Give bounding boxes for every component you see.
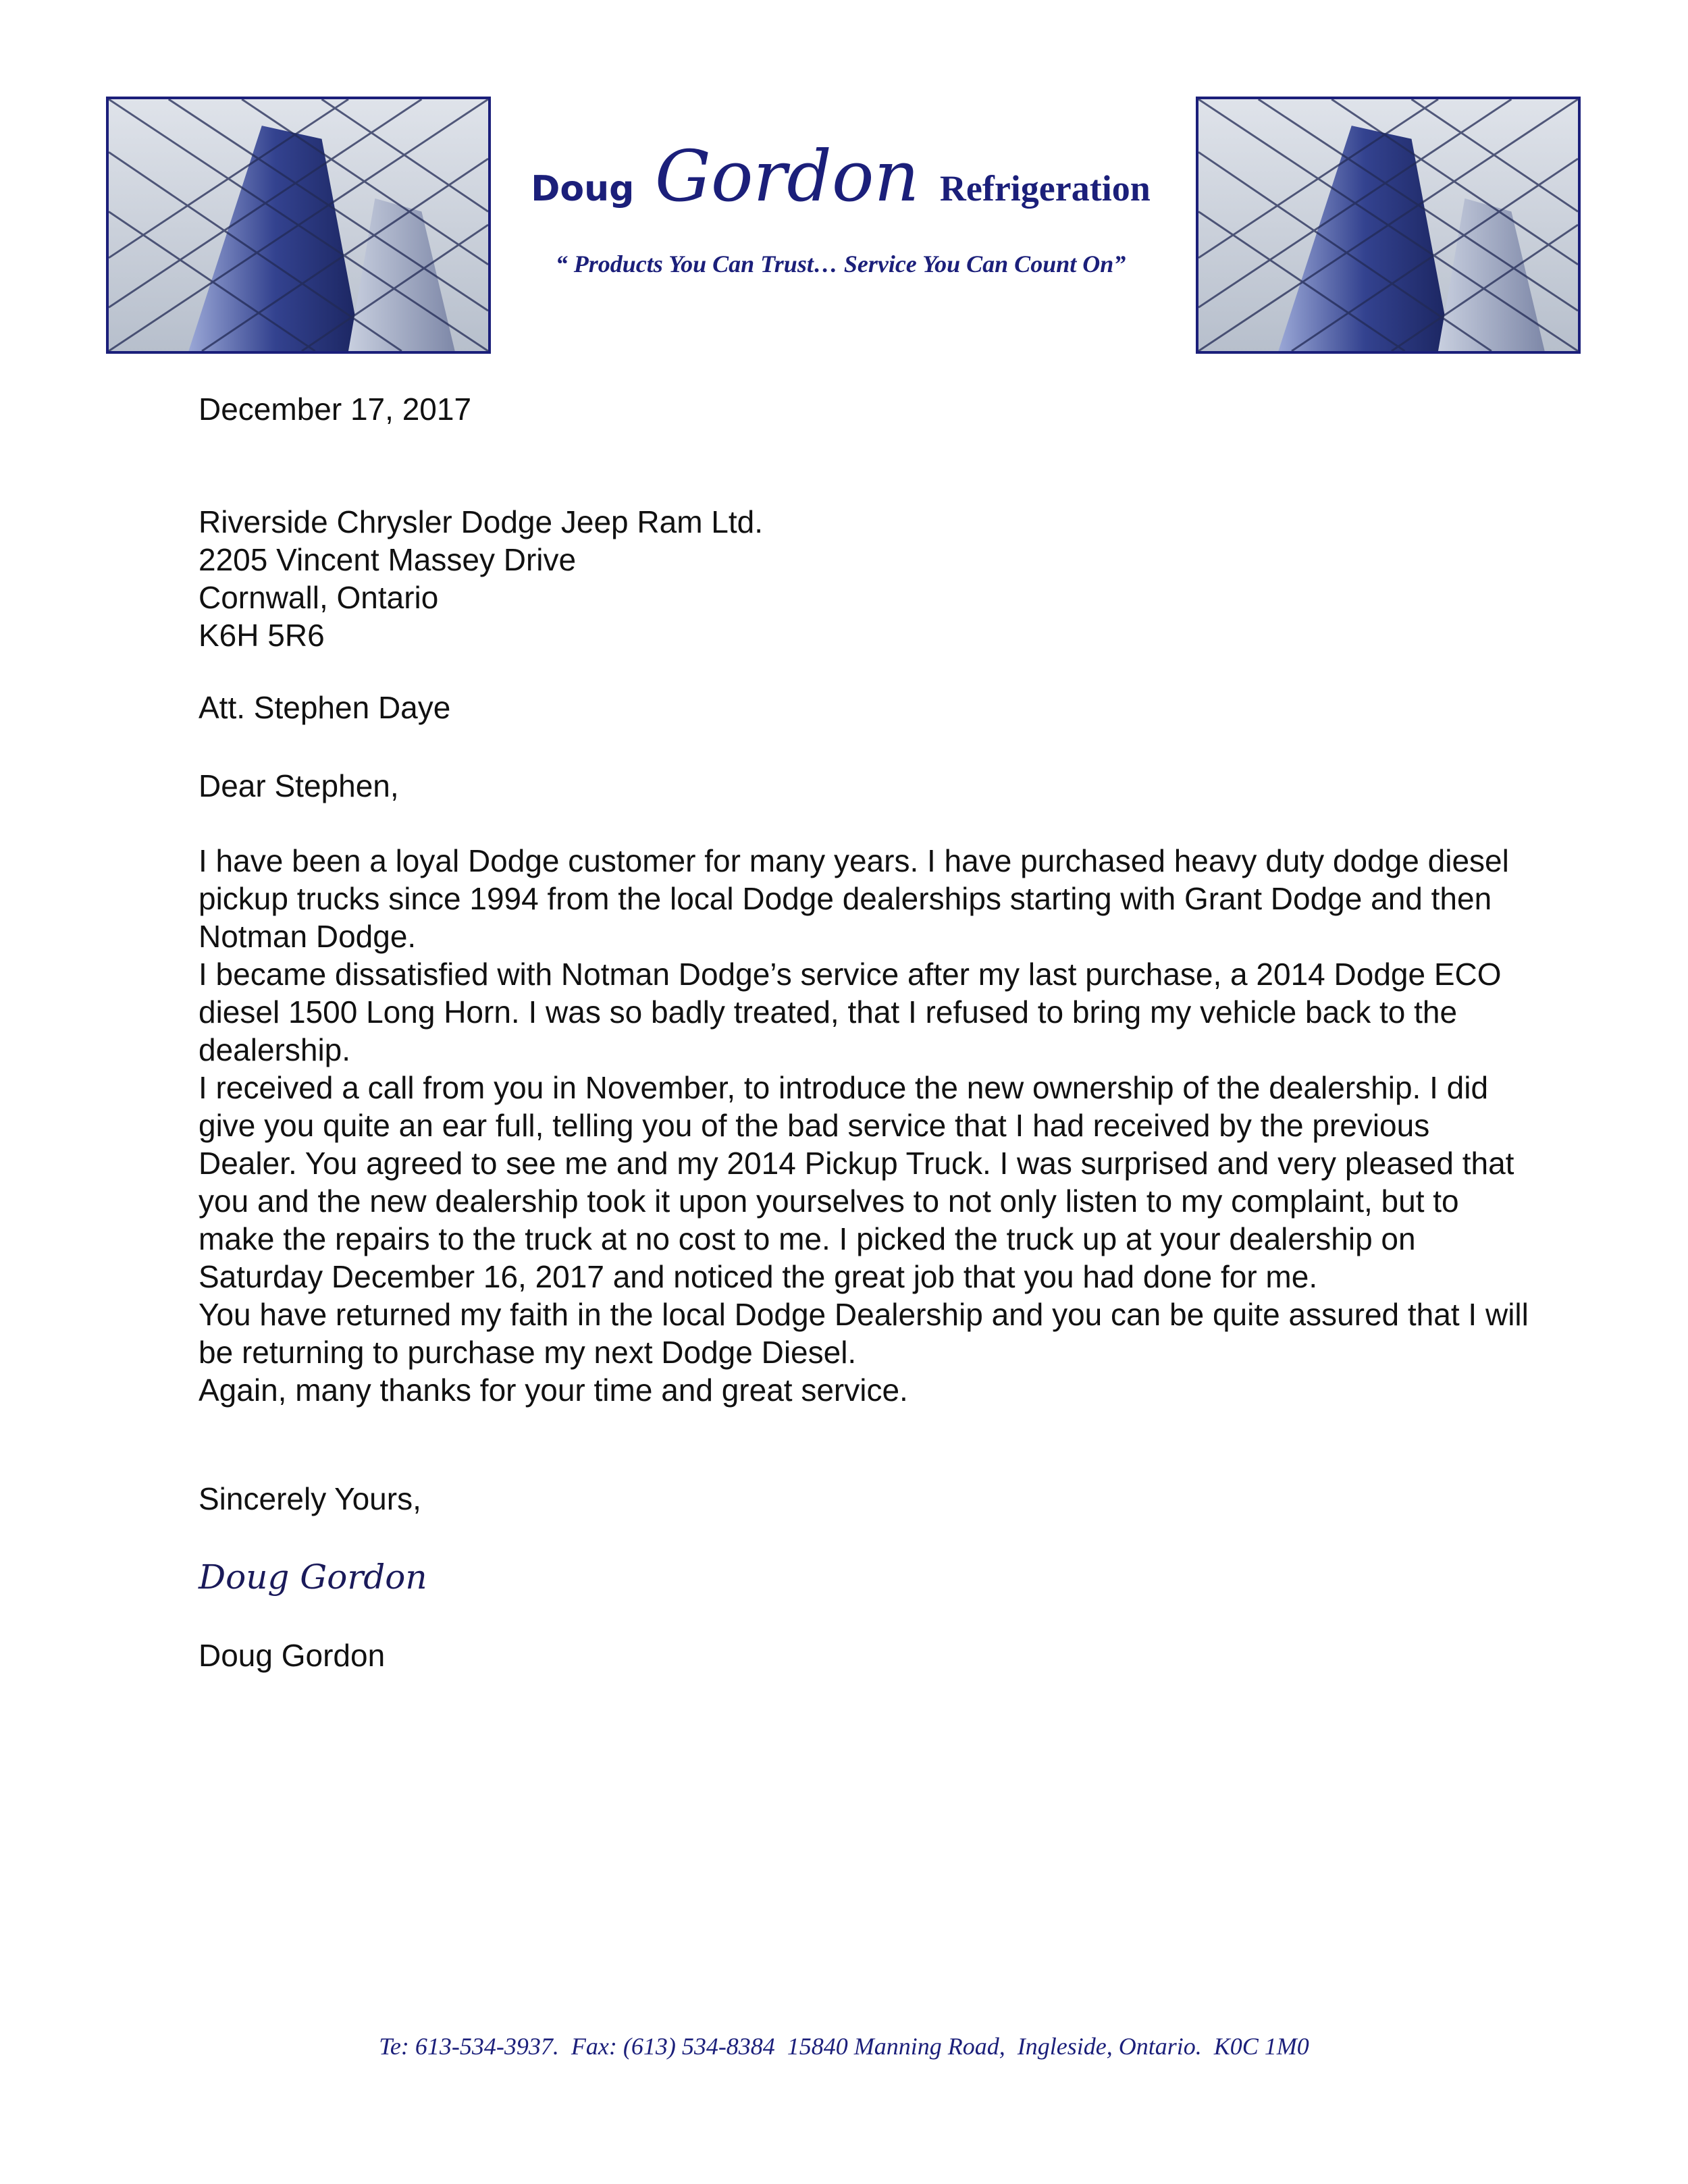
closing: Sincerely Yours, (199, 1481, 421, 1516)
skyscraper-illustration (109, 99, 488, 351)
signer-name: Doug Gordon (199, 1638, 386, 1673)
recipient-company: Riverside Chrysler Dodge Jeep Ram Ltd. (199, 504, 764, 539)
body-paragraph: Again, many thanks for your time and great service. (199, 1373, 908, 1408)
body-paragraph: You have returned my faith in the local Dodge Dealership and you can be quite assured that I will be returning to purchase my next Dodge Diesel. (199, 1297, 1529, 1370)
company-tagline: “ Products You Can Trust… Service You Can Count On” (555, 250, 1126, 277)
company-name (500, 135, 1182, 217)
salutation: Dear Stephen, (199, 768, 399, 803)
body-paragraph: I became dissatisfied with Notman Dodge’s service after my last purchase, a 2014 Dodge ECO diesel 1500 Long Horn. I was so badly treated, that I refused to bring my vehicle back to the dealership. (199, 957, 1502, 1067)
recipient-postal-code: K6H 5R6 (199, 618, 325, 653)
body-paragraph: I have been a loyal Dodge customer for many years. I have purchased heavy duty dodge diesel pickup trucks since 1994 from the local Dodge dealerships starting with Grant Dodge and then Notman Dodge. (199, 843, 1509, 954)
letter-date: December 17, 2017 (199, 392, 472, 427)
company-name-first: Doug (531, 169, 635, 209)
logo-image-left (106, 97, 491, 354)
recipient-address (199, 503, 1535, 654)
company-name-last: Gordon (654, 135, 920, 217)
letter-body (199, 842, 1535, 1409)
recipient-street: 2205 Vincent Massey Drive (199, 542, 577, 577)
recipient-city: Cornwall, Ontario (199, 580, 439, 615)
skyscraper-illustration (1198, 99, 1578, 351)
logo-image-right (1196, 97, 1581, 354)
signature: Doug Gordon (199, 1557, 427, 1597)
footer-contact: Te: 613-534-3937. Fax: (613) 534-8384 15840 Manning Road, Ingleside, Ontario. K0C 1M0 (379, 2033, 1309, 2060)
attention-line: Att. Stephen Daye (199, 690, 451, 725)
company-name-business: Refrigeration (939, 168, 1151, 209)
body-paragraph: I received a call from you in November, to introduce the new ownership of the dealership. I did give you quite an ear full, telling you of the bad service that I had received by the previous Dealer. You agreed to see me and my 2014 Pickup Truck. I was surprised and very pleased that you and the new dealership took it upon yourselves to not only listen to my complaint, but to make the repairs to the truck at no cost to me. I picked the truck up at your dealership on Saturday December 16, 2017 and noticed the great job that you had done for me. (199, 1070, 1514, 1294)
